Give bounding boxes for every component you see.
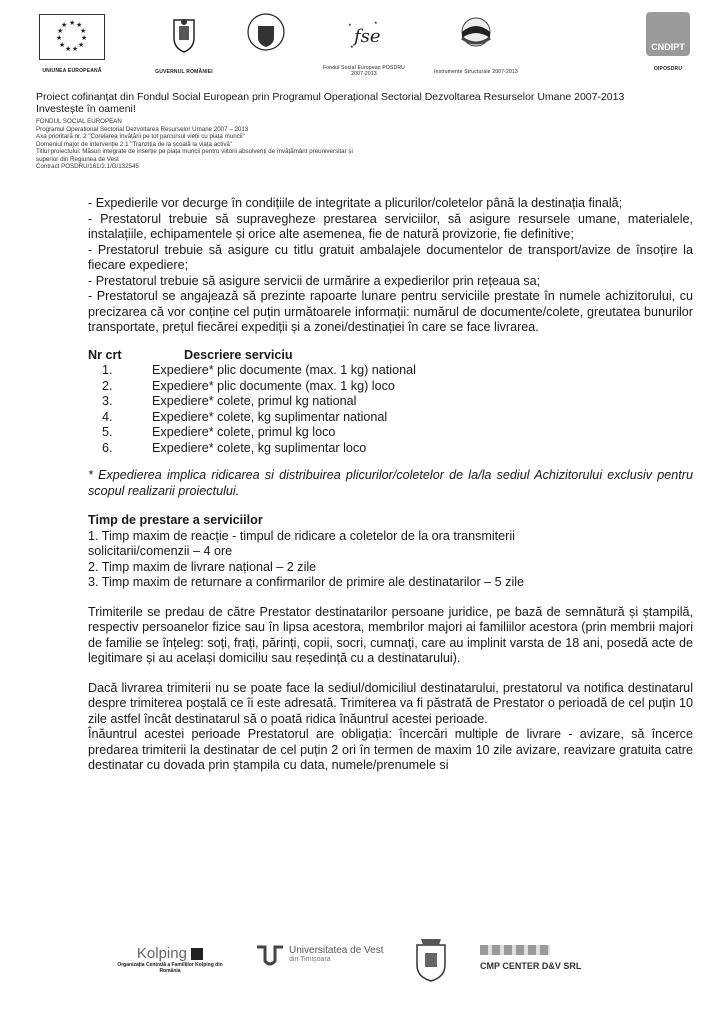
- service-row: 1. Expediere* plic documente (max. 1 kg) national: [102, 363, 416, 377]
- cmp-logo: CMP CENTER D&V SRL: [480, 945, 660, 971]
- project-statement: [36, 91, 706, 115]
- meta-line: Contract POSDRU/161/2.1/G/132545: [36, 163, 139, 170]
- project-meta: [36, 118, 536, 171]
- coat-of-arms-icon: [170, 16, 198, 54]
- svg-text:★: ★: [59, 41, 66, 49]
- bullet-item: - Expedierile vor decurge în condițiile de integritate a plicurilor/coletelor până la destinația finală;: [88, 196, 623, 210]
- meta-line: superior din Regiunea de Vest: [36, 155, 119, 163]
- eu-caption: UNIUNEA EUROPEANĂ: [42, 68, 102, 74]
- header-logos: [36, 12, 716, 82]
- svg-text:★: ★: [56, 34, 63, 42]
- timing-item: 3. Timp maxim de returnare a confirmarilor de primire ale destinatarilor – 5 zile: [88, 575, 525, 589]
- cndipt-logo: [642, 12, 694, 72]
- svg-text:fse: fse: [354, 26, 381, 47]
- structural-instruments-logo: [431, 12, 521, 75]
- fse-caption: Fondul Social European POSDRU 2007-2013: [323, 65, 405, 77]
- cndipt-caption: OIPOSDRU: [653, 66, 683, 72]
- svg-text:★: ★: [81, 34, 88, 42]
- crest-icon: [413, 935, 449, 983]
- meta-line: FONDUL SOCIAL EUROPEAN: [36, 118, 122, 125]
- svg-text:★: ★: [348, 22, 352, 27]
- services-table-header: [88, 348, 693, 364]
- paragraph: Dacă livrarea trimiterii nu se poate face la sediul/domiciliul destinatarului, prestatorul va notifica destinatarul despre trimiterea poștală ce îi este adresată. Trimiterea va fi păstrată de Prestator o perioadă de cel puțin 10 zile astfel încât destinatarul să o poată ridica înăuntrul acestei perioade.: [88, 680, 693, 726]
- cmp-pixel-mark-icon: [480, 945, 550, 955]
- project-line-1: Proiect cofinanțat din Fondul Social European prin Programul Operațional Sectorial Dezvoltarea Resurselor Umane 2007-2013: [36, 91, 625, 103]
- bullet-item: - Prestatorul trebuie să asigure cu titlu gratuit ambalajele documentelor de transport/avize de însoțire la fiecare expediere;: [88, 242, 693, 272]
- eu-flag-icon: [39, 14, 105, 60]
- ministry-seal-icon: [246, 12, 286, 64]
- kolping-logo: Kolping Organizația Centrală a Familiilor Kolping din România: [117, 945, 223, 974]
- fse-icon: [344, 16, 384, 52]
- services-note: * Expedierea implica ridicarea si distribuirea plicurilor/coletelor de la/la sediul Achizitorului exclusiv pentru scopul realizarii proiectului.: [88, 468, 693, 498]
- fse-logo: [319, 16, 409, 77]
- timing-title: Timp de prestare a serviciilor: [88, 513, 263, 527]
- svg-text:★: ★: [76, 21, 83, 29]
- svg-text:★: ★: [350, 44, 354, 49]
- service-row: 4. Expediere* colete, kg suplimentar national: [102, 409, 388, 424]
- structural-instruments-caption: Instrumente Structurale 2007-2013: [434, 69, 518, 75]
- meta-line: Axa prioritară nr. 2 "Corelarea învățării pe tot parcursul vieții cu piața muncii": [36, 133, 245, 140]
- svg-text:★: ★: [57, 27, 64, 35]
- bullet-item: - Prestatorul trebuie să supravegheze prestarea serviciilor, să asigure resursele umane, materialele, instalațiile, echipamentele și orice alte asemenea, fie de natură provizorie, fie definitive;: [88, 211, 693, 241]
- svg-text:★: ★: [72, 45, 79, 53]
- col-nr-header: Nr crt: [88, 347, 122, 362]
- cndipt-icon: CNDIPT: [646, 12, 690, 56]
- svg-text:★: ★: [65, 45, 72, 53]
- service-row: 6. Expediere* colete, kg suplimentar loco: [102, 440, 367, 455]
- timing-item: 1. Timp maxim de reacție - timpul de ridicare a coletelor de la ora transmiterii solicitarii/comenzii – 4 ore: [88, 528, 515, 558]
- government-logo: [154, 16, 214, 75]
- service-row: 3. Expediere* colete, primul kg national: [102, 394, 357, 408]
- svg-text:★: ★: [80, 27, 87, 35]
- meta-line: Titlul proiectului: Măsuri integrate de inserție pe piața muncii pentru viitorii absolvenți de învățământ preuniversitar și: [36, 148, 353, 155]
- svg-text:★: ★: [78, 41, 85, 49]
- bullet-item: - Prestatorul se angajează să prezinte rapoarte lunare pentru serviciile prestate în numele achizitorului, cu precizarea că vor conține cel puțin următoarele informații: numărul de documente/colete, greutatea bunurilor transportate, prețul fiecărei expediții și a zonei/destinației în care se face livrarea.: [88, 289, 693, 334]
- meta-line: Programul Operational Sectorial Dezvoltarea Resurselor Umane 2007 – 2013: [36, 125, 249, 133]
- eu-logo: [36, 14, 108, 74]
- svg-text:★: ★: [374, 20, 378, 25]
- document-body: [88, 196, 693, 774]
- uvt-icon: [255, 945, 285, 971]
- paragraph: Trimiterile se predau de către Prestator destinatarilor persoane juridice, pe bază de semnătură și ștampilă, respectiv persoanelor fizice sau în lipsa acestora, membrilor majori ai familiilor acestora (prin membrii majori de familie se înțeleg: soți, frați, părinți, copii, socri, cumnați, care au implinit varsta de 18 ani, posedă acte de legitimare și au același domiciliu sau reședință cu a destinatarului).: [88, 604, 693, 665]
- col-desc-header: Descriere serviciu: [184, 347, 293, 362]
- paragraph: Înăuntrul acestei perioade Prestatorul are obligația: încercări multiple de livrare - avizare, să încerce predarea trimiterii la destinatar de cel puțin 2 ori în termen de maxim 10 zile avizare, reavizare gratuita catre destinatar cu dovada prin ștampila cu data, numele/prenumele si: [88, 727, 693, 772]
- government-caption: GUVERNUL ROMÂNIEI: [155, 69, 213, 75]
- uvt-logo: Universitatea de Vest din Timișoara: [255, 945, 395, 971]
- svg-text:★: ★: [69, 19, 76, 27]
- kolping-k-icon: [191, 948, 203, 960]
- timing-item: 2. Timp maxim de livrare național – 2 zile: [88, 559, 317, 574]
- meta-line: Domeniul major de intervenție 2.1 "Tranziția de la școală la viața activă": [36, 140, 233, 148]
- svg-text:★: ★: [61, 21, 68, 29]
- project-line-2: Investește în oameni!: [36, 103, 136, 115]
- structural-instruments-icon: [456, 12, 496, 52]
- service-row: 5. Expediere* colete, primul kg loco: [102, 425, 336, 439]
- footer-logos: [115, 935, 675, 995]
- ministry-logo: [244, 12, 288, 69]
- university-crest: [413, 935, 453, 988]
- bullet-item: - Prestatorul trebuie să asigure servicii de urmărire a expedierilor prin rețeaua sa;: [88, 273, 541, 288]
- service-row: 2. Expediere* plic documente (max. 1 kg) loco: [102, 378, 395, 393]
